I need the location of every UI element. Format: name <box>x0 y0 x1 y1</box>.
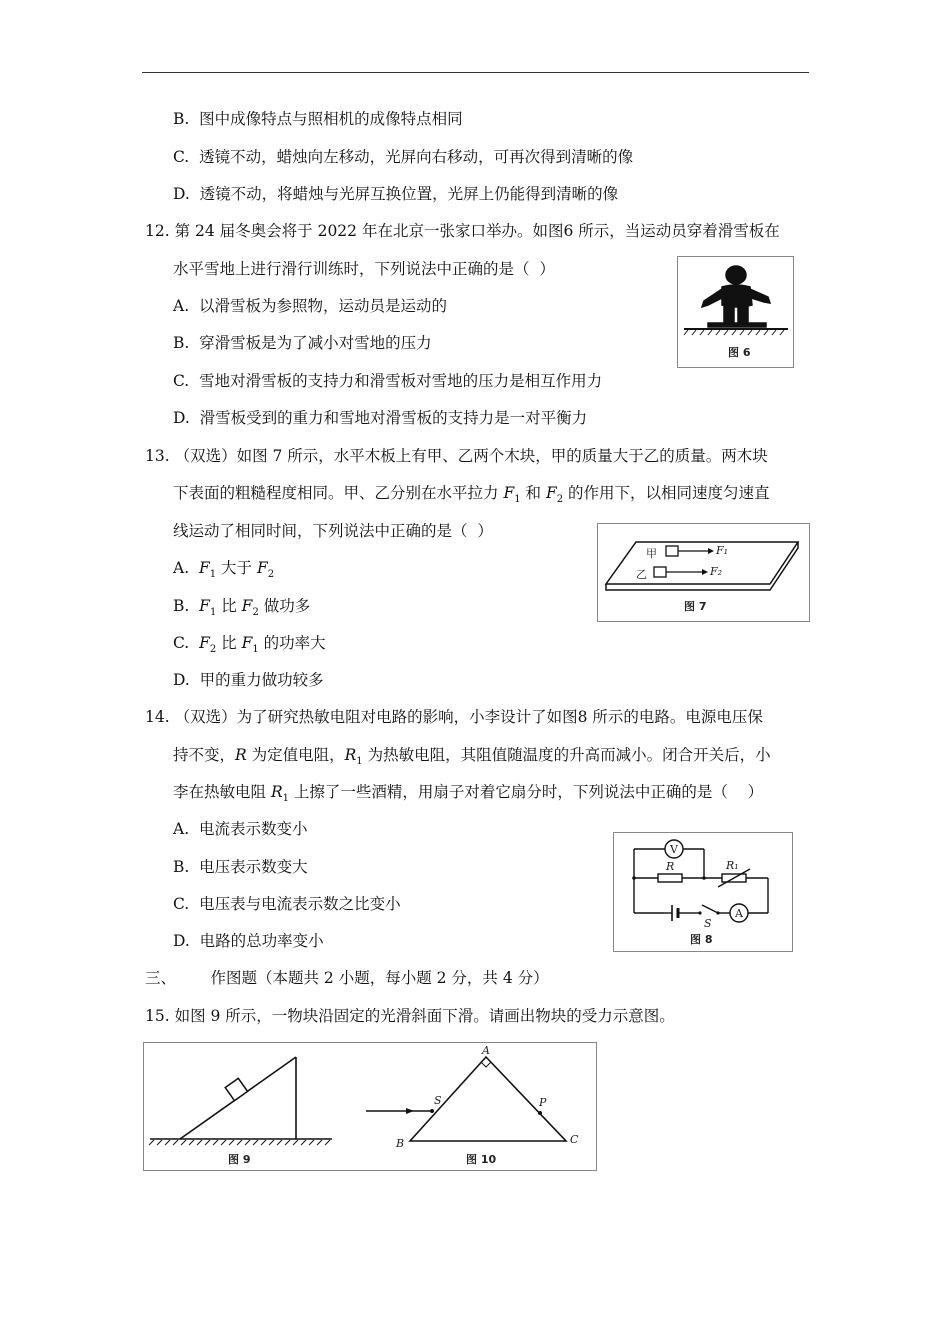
block-yi <box>654 567 666 577</box>
label-a: A <box>735 907 743 920</box>
fig10-label-s: S <box>434 1094 442 1107</box>
q14-stem-line3: 李在热敏电阻 $R_1$ 上擦了一些酒精，用扇子对着它扇分时，下列说法中正确的是（ ） <box>173 783 764 805</box>
q13-stem-line3: 线运动了相同时间，下列说法中正确的是（ ） <box>173 522 493 540</box>
q12-option-b: B. 穿滑雪板是为了减小对雪地的压力 <box>173 334 432 352</box>
q14-stem-line2: 持不变，R 为定值电阻，$R_1$ 为热敏电阻，其阻值随温度的升高而减小。闭合开关后，小 <box>173 746 771 768</box>
fig9-block <box>225 1078 247 1100</box>
resistor-r <box>658 874 682 882</box>
fig10-label-a: A <box>482 1044 490 1057</box>
fig10-point-s <box>430 1109 434 1113</box>
q13-stem-line2: 下表面的粗糙程度相同。甲、乙分别在水平拉力 $F_1$ 和 $F_2$ 的作用下，以相同速度匀速直 <box>173 484 770 506</box>
skier-left-arm <box>702 289 724 307</box>
q12-stem-line2: 水平雪地上进行滑行训练时，下列说法中正确的是（ ） <box>173 260 555 278</box>
block-jia <box>666 546 678 556</box>
figure-8-drawing <box>614 833 792 951</box>
q14-stem-line1: 14. （双选）为了研究热敏电阻对电路的影响，小李设计了如图8 所示的电路。电源电压保 <box>145 708 763 726</box>
label-jia: 甲 <box>646 547 657 560</box>
figures-9-10-drawing <box>144 1043 596 1170</box>
q12-stem-line1: 12. 第 24 届冬奥会将于 2022 年在北京一张家口举办。如图6 所示，当运动员穿着滑雪板在 <box>145 222 780 240</box>
figure-10-caption: 图 10 <box>466 1153 497 1166</box>
board-side <box>606 542 798 590</box>
q11-option-d: D. 透镜不动，将蜡烛与光屏互换位置，光屏上仍能得到清晰的像 <box>173 185 619 203</box>
q11-option-c: C. 透镜不动，蜡烛向左移动，光屏向右移动，可再次得到清晰的像 <box>173 148 634 166</box>
figure-8 <box>613 832 793 952</box>
label-s: S <box>704 917 712 930</box>
q15-stem: 15. 如图 9 所示，一物块沿固定的光滑斜面下滑。请画出物块的受力示意图。 <box>145 1007 675 1025</box>
label-r1: R₁ <box>726 859 739 872</box>
skier-left-leg <box>724 305 734 323</box>
fig10-ray-arrow <box>406 1108 414 1114</box>
label-f2: F₂ <box>710 565 723 578</box>
q11-option-b: B. 图中成像特点与照相机的成像特点相同 <box>173 110 463 128</box>
label-r: R <box>666 860 675 873</box>
q14-option-b: B. 电压表示数变大 <box>173 858 308 876</box>
section-3-title: 三、 作图题（本题共 2 小题，每小题 2 分，共 4 分） <box>145 969 549 987</box>
board-top <box>606 542 798 584</box>
skier-right-leg <box>738 305 748 323</box>
figure-9-caption: 图 9 <box>228 1153 251 1166</box>
q13-option-a: A. $F_1$ 大于 $F_2$ <box>173 559 275 581</box>
label-yi: 乙 <box>636 568 647 581</box>
figure-7-drawing <box>598 524 809 621</box>
fig10-right-angle-mark <box>481 1062 491 1067</box>
figure-6-caption: 图 6 <box>728 346 751 359</box>
q13-stem-line1: 13. （双选）如图 7 所示，水平木板上有甲、乙两个木块，甲的质量大于乙的质量。两木块 <box>145 447 768 465</box>
q14-option-a: A. 电流表示数变小 <box>173 820 308 838</box>
fig10-label-b: B <box>396 1137 405 1150</box>
q13-option-d: D. 甲的重力做功较多 <box>173 671 324 689</box>
figure-7 <box>597 523 810 622</box>
skier-head <box>726 266 746 284</box>
fig10-point-p <box>538 1111 542 1115</box>
figure-6-drawing <box>678 257 793 367</box>
label-f1: F₁ <box>716 544 729 557</box>
fig10-label-p: P <box>539 1096 547 1109</box>
q13-option-b: B. $F_1$ 比 $F_2$ 做功多 <box>173 597 311 619</box>
figure-8-caption: 图 8 <box>690 933 713 946</box>
figures-9-10 <box>143 1042 597 1171</box>
q14-option-d: D. 电路的总功率变小 <box>173 932 324 950</box>
q12-option-d: D. 滑雪板受到的重力和雪地对滑雪板的支持力是一对平衡力 <box>173 409 588 427</box>
figure-6 <box>677 256 794 368</box>
q14-option-c: C. 电压表与电流表示数之比变小 <box>173 895 401 913</box>
q12-option-c: C. 雪地对滑雪板的支持力和滑雪板对雪地的压力是相互作用力 <box>173 372 603 390</box>
header-rule <box>142 72 809 73</box>
label-v: V <box>670 843 678 856</box>
fig10-label-c: C <box>570 1133 579 1146</box>
q12-option-a: A. 以滑雪板为参照物，运动员是运动的 <box>173 297 447 315</box>
q13-option-c: C. $F_2$ 比 $F_1$ 的功率大 <box>173 634 326 656</box>
figure-7-caption: 图 7 <box>684 600 707 613</box>
snowboard <box>708 323 766 327</box>
